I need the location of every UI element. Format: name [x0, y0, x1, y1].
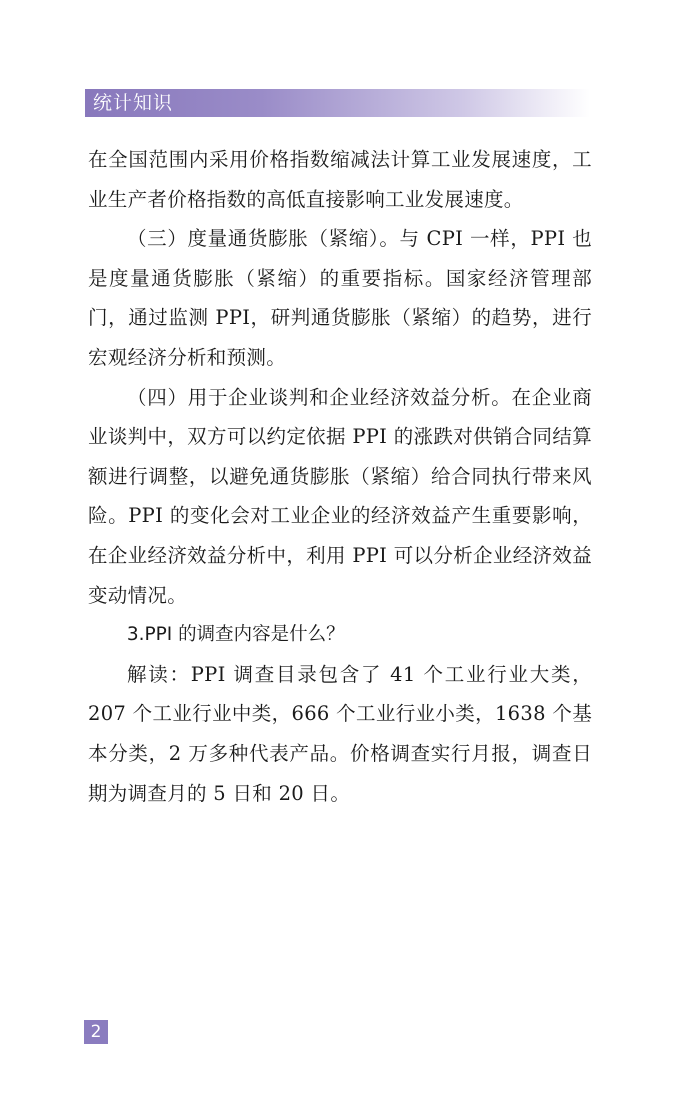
body-text: [88, 140, 592, 813]
paragraph-inflation-measure: （三）度量通货膨胀（紧缩）。与 CPI 一样，PPI 也是度量通货膨胀（紧缩）的重要指标。国家经济管理部门，通过监测 PPI，研判通货膨胀（紧缩）的趋势，进行宏观经济分析和预测。: [88, 227, 592, 369]
question-heading: 3.PPI 的调查内容是什么？: [126, 624, 345, 646]
section-title: 统计知识: [93, 92, 174, 114]
paragraph-continuation: 在全国范围内采用价格指数缩减法计算工业发展速度，工业生产者价格指数的高低直接影响工业发展速度。: [88, 148, 592, 211]
answer-paragraph: 解读：PPI 调查目录包含了 41 个工业行业大类，207 个工业行业中类，666 个工业行业小类，1638 个基本分类，2 万多种代表产品。价格调查实行月报，调查日期为调查月的 5 日和 20 日。: [88, 662, 592, 805]
section-header-banner: [85, 89, 590, 117]
paragraph-enterprise-analysis: （四）用于企业谈判和企业经济效益分析。在企业商业谈判中，双方可以约定依据 PPI 的涨跌对供销合同结算额进行调整，以避免通货膨胀（紧缩）给合同执行带来风险。PPI 的变化会对工业企业的经济效益产生重要影响，在企业经济效益分析中，利用 PPI 可以分析企业经济效益变动情况。: [88, 385, 592, 607]
page-number-badge: 2: [84, 1020, 108, 1044]
